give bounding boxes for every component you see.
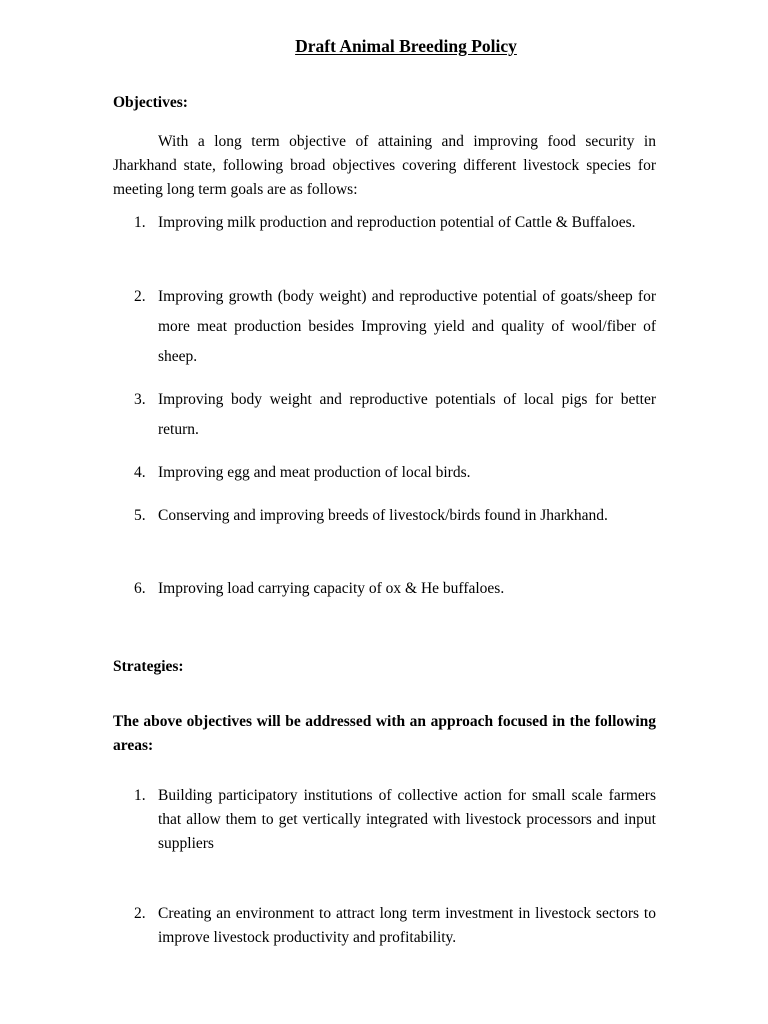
list-number: 6. xyxy=(134,580,146,597)
list-item-text: Improving egg and meat production of local birds. xyxy=(158,464,471,481)
strategies-intro: The above objectives will be addressed with an approach focused in the following areas: xyxy=(113,713,656,754)
list-item-text: Building participatory institutions of collective action for small scale farmers that allow them to get vertically integrated with livestock processors and input suppliers xyxy=(158,787,656,852)
intro-paragraph: With a long term objective of attaining and improving food security in Jharkhand state, following broad objectives covering different livestock species for meeting long term goals are as follows: xyxy=(113,133,656,198)
list-number: 5. xyxy=(134,507,146,524)
list-item-text: Creating an environment to attract long term investment in livestock sectors to improve livestock productivity and profitability. xyxy=(158,905,656,946)
list-number: 4. xyxy=(134,464,146,481)
strategies-heading: Strategies: xyxy=(113,658,184,675)
list-item-text: Improving milk production and reproduction potential of Cattle & Buffaloes. xyxy=(158,214,636,231)
list-number: 1. xyxy=(134,787,146,804)
document-title: Draft Animal Breeding Policy xyxy=(295,36,517,56)
list-number: 3. xyxy=(134,391,146,408)
objectives-heading: Objectives: xyxy=(113,94,188,111)
list-number: 2. xyxy=(134,905,146,922)
list-number: 1. xyxy=(134,214,146,231)
list-item-text: Improving growth (body weight) and reproductive potential of goats/sheep for more meat production besides Improving yield and quality of wool/fiber of sheep. xyxy=(158,288,656,365)
list-item-text: Improving body weight and reproductive potentials of local pigs for better return. xyxy=(158,391,656,438)
list-item-text: Improving load carrying capacity of ox & He buffaloes. xyxy=(158,580,505,597)
list-item-text: Conserving and improving breeds of livestock/birds found in Jharkhand. xyxy=(158,507,608,524)
list-number: 2. xyxy=(134,288,146,305)
